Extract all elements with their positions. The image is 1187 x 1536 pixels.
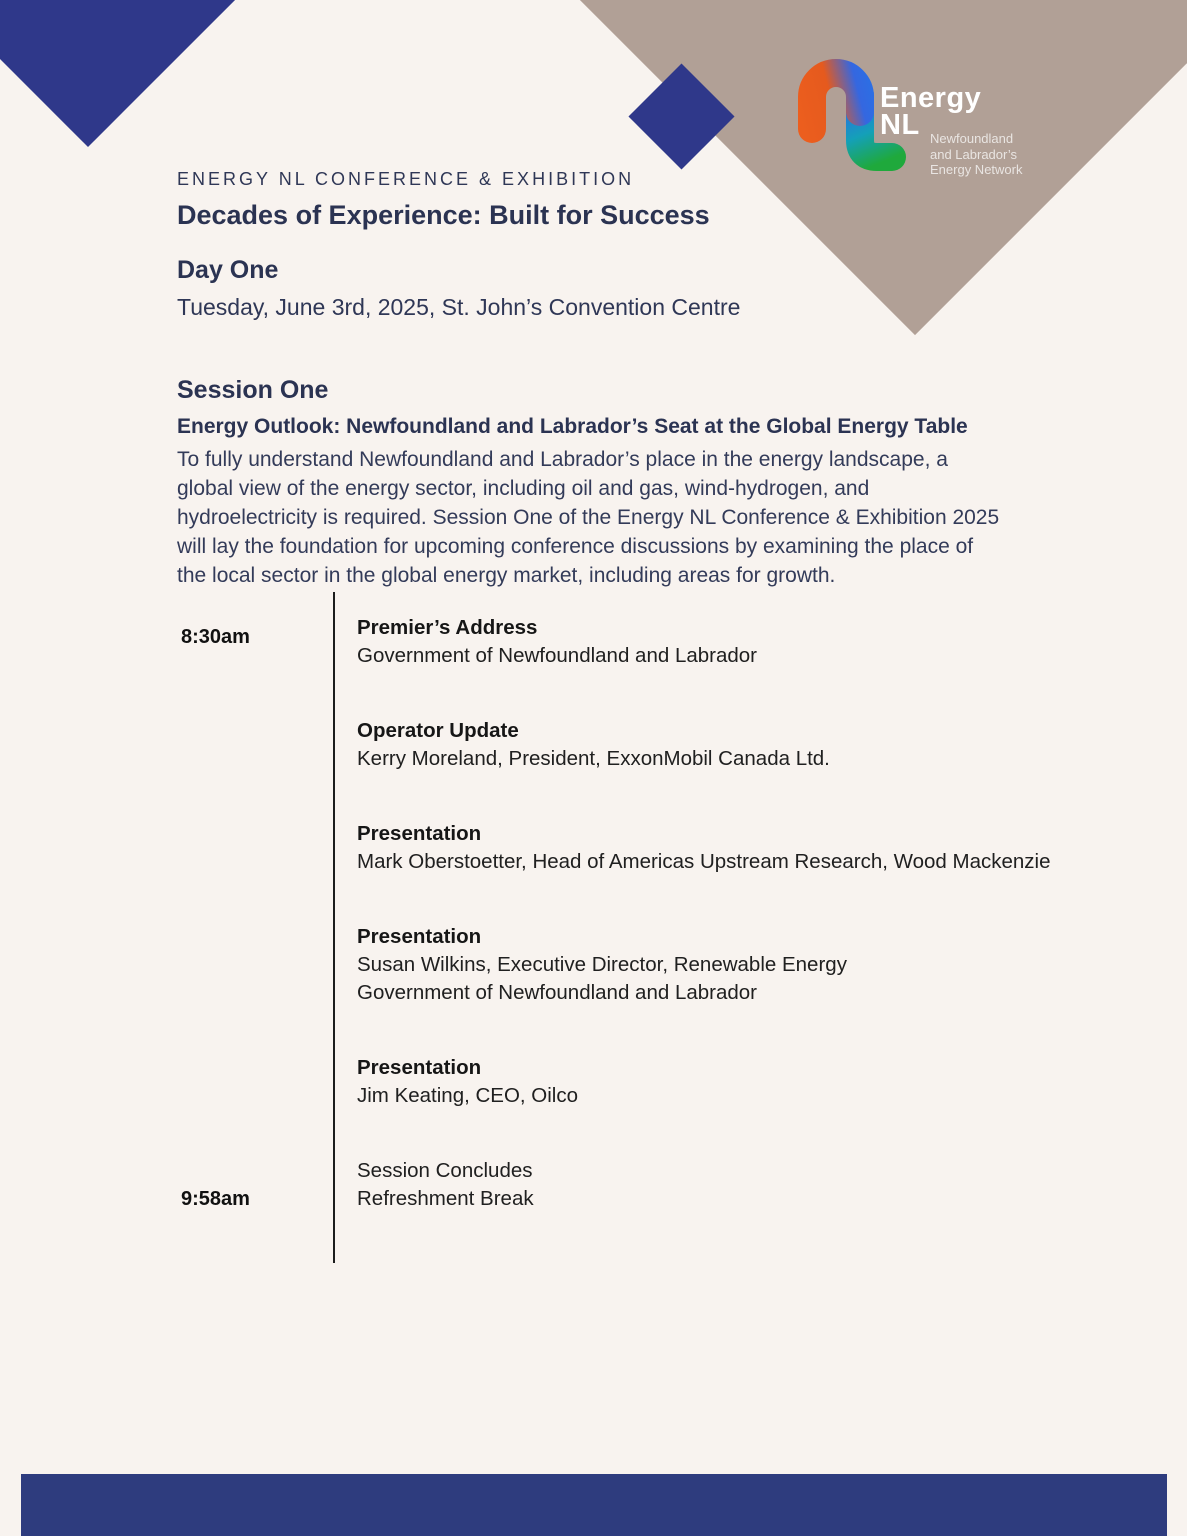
schedule-item: [357, 1054, 1157, 1110]
event-detail: Session Concludes: [357, 1159, 533, 1182]
session-title: Energy Outlook: Newfoundland and Labrador’s Seat at the Global Energy Table: [177, 415, 968, 438]
logo-wordmark-line1: Energy: [880, 82, 982, 114]
decor-diamond-top-left: [0, 0, 392, 147]
schedule: [0, 592, 1187, 1263]
conference-eyebrow: ENERGY NL CONFERENCE & EXHIBITION: [177, 169, 635, 189]
event-detail: Refreshment Break: [357, 1187, 534, 1210]
schedule-item: [357, 717, 1157, 773]
event-detail: Government of Newfoundland and Labrador: [357, 981, 758, 1004]
schedule-item: [357, 614, 1157, 670]
logo-tagline: [930, 131, 1022, 178]
session-description-line: To fully understand Newfoundland and Labrador’s place in the energy landscape, a: [177, 448, 948, 471]
event-detail: Kerry Moreland, President, ExxonMobil Canada Ltd.: [357, 747, 830, 770]
event-detail: Susan Wilkins, Executive Director, Renewable Energy: [357, 953, 847, 976]
event-detail: Jim Keating, CEO, Oilco: [357, 1084, 579, 1107]
schedule-item: [357, 820, 1157, 876]
session-description-line: hydroelectricity is required. Session One of the Energy NL Conference & Exhibition 2025: [177, 506, 1000, 529]
event-detail: Government of Newfoundland and Labrador: [357, 644, 758, 667]
session-heading: Session One: [177, 376, 329, 404]
event-title: Presentation: [357, 925, 482, 948]
event-detail: Mark Oberstoetter, Head of Americas Upstream Research, Wood Mackenzie: [357, 850, 1051, 873]
footer-accent-bar: [21, 1474, 1167, 1536]
page-title: Decades of Experience: Built for Success: [177, 200, 710, 230]
logo-tagline-line: and Labrador’s: [930, 146, 1017, 162]
schedule-divider-line: [333, 592, 335, 1263]
date-venue-line: Tuesday, June 3rd, 2025, St. John’s Convention Centre: [177, 294, 741, 320]
event-title: Premier’s Address: [357, 616, 538, 639]
logo-wordmark-line2: NL: [880, 109, 920, 141]
schedule-item: [357, 923, 1157, 1007]
day-label: Day One: [177, 256, 279, 284]
session-description-line: global view of the energy sector, including oil and gas, wind-hydrogen, and: [177, 477, 870, 500]
schedule-start-time: 8:30am: [181, 626, 250, 648]
event-title: Presentation: [357, 1056, 482, 1079]
logo-tagline-line: Newfoundland: [930, 131, 1014, 146]
session-description-line: will lay the foundation for upcoming conference discussions by examining the place of: [177, 535, 974, 558]
schedule-end-time: 9:58am: [181, 1188, 250, 1210]
session-description-line: the local sector in the global energy market, including areas for growth.: [177, 564, 836, 587]
schedule-events: [357, 614, 1157, 1260]
event-title: Operator Update: [357, 719, 519, 742]
schedule-item: [357, 1157, 1157, 1213]
session-description: [177, 445, 999, 590]
event-title: Presentation: [357, 822, 482, 845]
logo-tagline-line: Energy Network: [930, 162, 1023, 177]
